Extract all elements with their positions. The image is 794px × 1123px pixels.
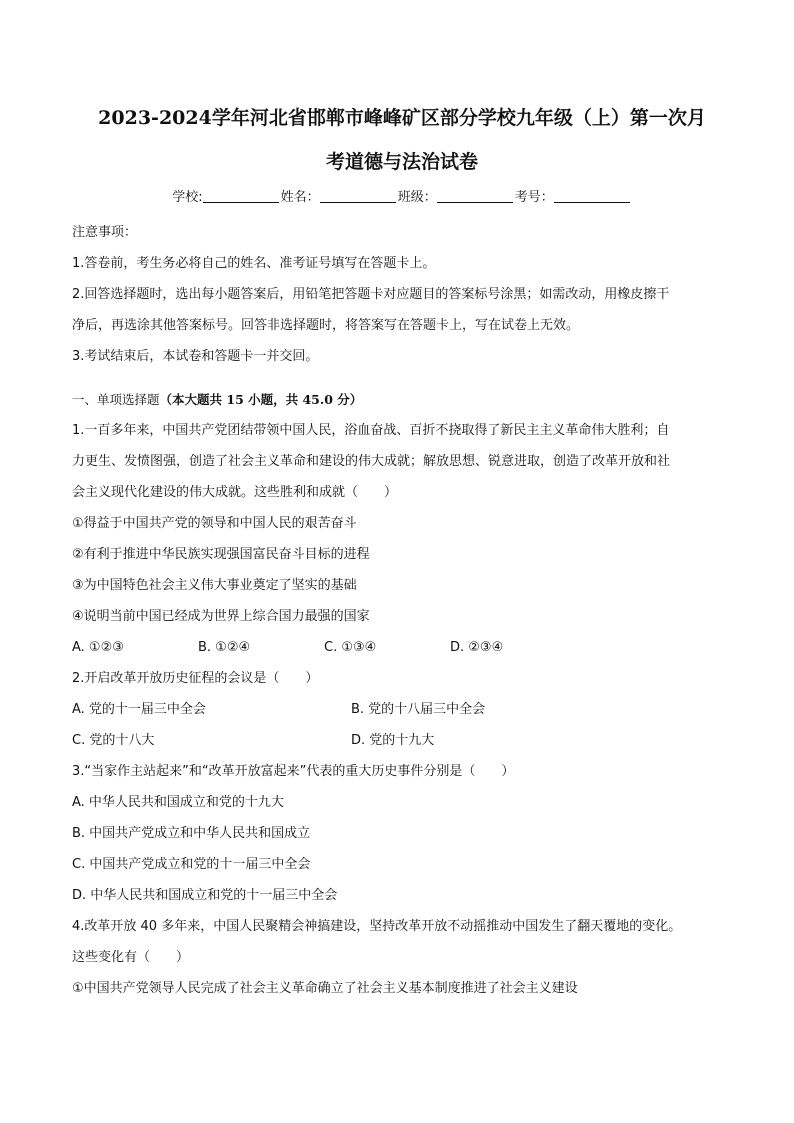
question-1-stem: 1.一百多年来，中国共产党团结带领中国人民，浴血奋战、百折不挠取得了新民主主义革命伟大胜利；自 bbox=[72, 423, 670, 438]
student-info-row bbox=[72, 188, 732, 208]
question-2-stem: 2.开启改革开放历史征程的会议是（ ） bbox=[72, 671, 319, 686]
notice-item: 2.回答选择题时，选出每小题答案后，用铅笔把答题卡对应题目的答案标号涂黑；如需改动，用橡皮擦干 bbox=[72, 287, 670, 302]
option-a[interactable]: A. ①②③ bbox=[72, 640, 124, 655]
class-blank[interactable] bbox=[437, 188, 513, 203]
option-c[interactable]: C. ①③④ bbox=[324, 640, 377, 655]
name-label: 姓名： bbox=[280, 190, 320, 205]
section-title: 一、单项选择题 bbox=[72, 392, 160, 407]
option-c[interactable]: C. 党的十八大 bbox=[72, 733, 155, 748]
option-d[interactable]: D. 党的十九大 bbox=[351, 733, 435, 748]
option-a[interactable]: A. 党的十一届三中全会 bbox=[72, 702, 206, 717]
question-1-statement: ③为中国特色社会主义伟大事业奠定了坚实的基础 bbox=[72, 578, 357, 593]
option-b[interactable]: B. 中国共产党成立和中华人民共和国成立 bbox=[72, 826, 311, 841]
notice-heading: 注意事项： bbox=[72, 225, 138, 240]
question-4-stem: 这些变化有（ ） bbox=[72, 950, 190, 965]
question-4-stem: 4.改革开放 40 多年来，中国人民聚精会神搞建设，坚持改革开放不动摇推动中国发生了翻天覆地的变化。 bbox=[72, 919, 682, 934]
question-1-statement: ②有利于推进中华民族实现强国富民奋斗目标的进程 bbox=[72, 547, 370, 562]
exam-no-blank[interactable] bbox=[554, 188, 630, 203]
question-1-options bbox=[72, 632, 732, 663]
notice-item: 1.答卷前，考生务必将自己的姓名、准考证号填写在答题卡上。 bbox=[72, 256, 436, 271]
option-b[interactable]: B. 党的十八届三中全会 bbox=[351, 702, 486, 717]
name-blank[interactable] bbox=[320, 188, 396, 203]
exam-title-line2: 考道德与法治试卷 bbox=[325, 151, 478, 173]
question-1-statement: ④说明当前中国已经成为世界上综合国力最强的国家 bbox=[72, 609, 370, 624]
school-blank[interactable] bbox=[203, 188, 279, 203]
question-3-stem: 3.“当家作主站起来”和“改革开放富起来”代表的重大历史事件分别是（ ） bbox=[72, 764, 515, 779]
notice-item: 净后，再选涂其他答案标号。回答非选择题时，将答案写在答题卡上，写在试卷上无效。 bbox=[72, 318, 580, 333]
question-4-statement: ①中国共产党领导人民完成了社会主义革命确立了社会主义基本制度推进了社会主义建设 bbox=[72, 981, 578, 996]
question-1-stem: 会主义现代化建设的伟大成就。这些胜利和成就（ ） bbox=[72, 485, 398, 500]
exam-title-line1: 2023-2024学年河北省邯郸市峰峰矿区部分学校九年级（上）第一次月 bbox=[98, 107, 706, 129]
option-d[interactable]: D. 中华人民共和国成立和党的十一届三中全会 bbox=[72, 888, 338, 903]
section-heading bbox=[72, 384, 732, 415]
option-d[interactable]: D. ②③④ bbox=[450, 640, 504, 655]
school-label: 学校: bbox=[172, 190, 203, 205]
option-c[interactable]: C. 中国共产党成立和党的十一届三中全会 bbox=[72, 857, 311, 872]
option-a[interactable]: A. 中华人民共和国成立和党的十九大 bbox=[72, 795, 284, 810]
question-1-statement: ①得益于中国共产党的领导和中国人民的艰苦奋斗 bbox=[72, 516, 357, 531]
question-1-stem: 力更生、发愤图强，创造了社会主义革命和建设的伟大成就；解放思想、锐意进取，创造了改革开放和社 bbox=[72, 454, 671, 469]
class-label: 班级： bbox=[397, 190, 437, 205]
notice-item: 3.考试结束后，本试卷和答题卡一并交回。 bbox=[72, 349, 319, 364]
section-detail: （本大题共 15 小题，共 45.0 分） bbox=[159, 392, 363, 407]
exam-no-label: 考号： bbox=[514, 190, 554, 205]
question-2-options-row2 bbox=[72, 725, 732, 756]
question-2-options-row1 bbox=[72, 694, 732, 725]
option-b[interactable]: B. ①②④ bbox=[198, 640, 251, 655]
